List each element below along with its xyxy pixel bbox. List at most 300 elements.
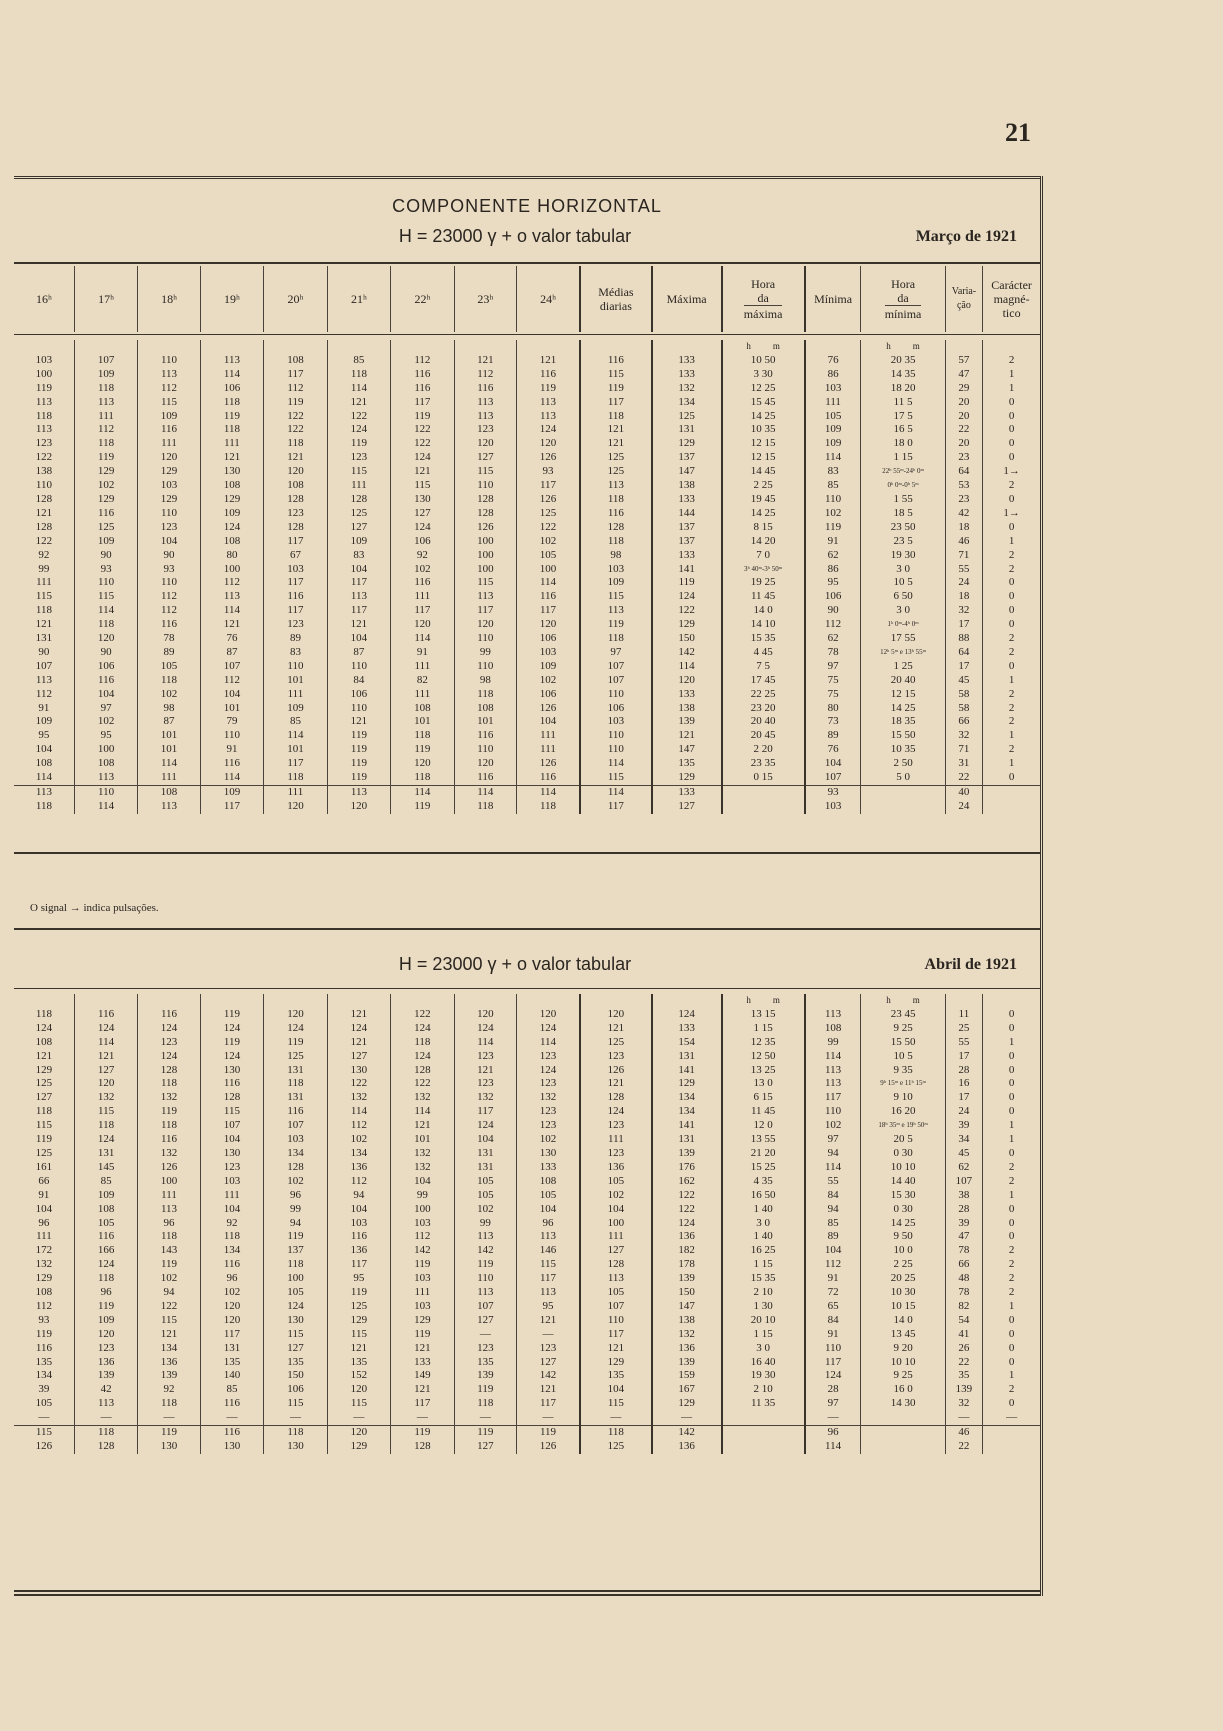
table-row <box>14 493 1040 507</box>
table-cell: 124 <box>327 1022 390 1036</box>
table-cell: 117 <box>517 479 580 493</box>
table-cell: 110 <box>805 493 861 507</box>
table-cell: 105 <box>580 1286 652 1300</box>
table-cell: 119 <box>264 1036 327 1050</box>
table-cell: 128 <box>391 1440 454 1454</box>
table-cell: 14 25 <box>722 507 805 521</box>
table-cell: 120 <box>391 757 454 771</box>
table-cell: 131 <box>652 423 722 437</box>
table-cell: 102 <box>138 688 200 702</box>
table-cell: 141 <box>652 1119 722 1133</box>
table-cell <box>983 1440 1040 1454</box>
table-cell: 118 <box>200 396 263 410</box>
table-cell: 32 <box>945 729 982 743</box>
table-cell: 110 <box>580 1314 652 1328</box>
table-cell: 117 <box>580 396 652 410</box>
table-cell: 119 <box>391 800 454 814</box>
table-cell: 135 <box>652 757 722 771</box>
table-cell: 109 <box>74 1189 137 1203</box>
table-cell: 10 15 <box>861 1300 945 1314</box>
table-row <box>14 576 1040 590</box>
table-row <box>14 1258 1040 1272</box>
table-cell: 111 <box>391 660 454 674</box>
table-cell: 182 <box>652 1244 722 1258</box>
table-cell: 62 <box>945 1161 982 1175</box>
table-cell: 20 25 <box>861 1272 945 1286</box>
table-cell: 118 <box>264 1426 327 1440</box>
table-cell: 109 <box>74 1314 137 1328</box>
table-cell: 129 <box>327 1314 390 1328</box>
table-cell: 134 <box>35 1369 53 1382</box>
table-cell: 65 <box>805 1300 861 1314</box>
table-cell: 123 <box>454 1342 516 1356</box>
table-cell: 128 <box>580 521 652 535</box>
table-cell: 135 <box>580 1369 652 1383</box>
table-cell: 101 <box>391 715 454 729</box>
table-row <box>14 604 1040 618</box>
formula-marco: H = 23000 γ + o valor tabular <box>398 226 632 246</box>
table-row <box>14 1244 1040 1258</box>
table-cell: 132 <box>454 1091 516 1105</box>
table-cell: 0 <box>983 1050 1040 1064</box>
table-row <box>14 521 1040 535</box>
table-cell: 117 <box>391 396 454 410</box>
table-abril <box>14 994 1040 1454</box>
table-cell: 111 <box>580 1230 652 1244</box>
col-16h: 16ʰ <box>35 292 52 306</box>
table-cell: 114 <box>517 786 580 800</box>
col-22h: 22ʰ <box>391 266 454 332</box>
table-cell: 120 <box>454 1008 516 1022</box>
table-cell: 100 <box>454 549 516 563</box>
table-cell: 115 <box>327 1328 390 1342</box>
table-row <box>14 618 1040 632</box>
table-title: COMPONENTE HORIZONTAL <box>392 196 662 216</box>
table-cell: 45 <box>945 1147 982 1161</box>
table-row <box>14 1091 1040 1105</box>
table-cell: 119 <box>327 1286 390 1300</box>
table-cell: 23 5 <box>861 535 945 549</box>
table-cell: 147 <box>652 465 722 479</box>
table-cell: 1 15 <box>722 1022 805 1036</box>
summary-row <box>14 786 1040 800</box>
table-cell: 131 <box>74 1147 137 1161</box>
table-cell: 102 <box>517 674 580 688</box>
table-cell: 128 <box>454 493 516 507</box>
table-cell: 103 <box>264 563 327 577</box>
table-cell: 121 <box>327 715 390 729</box>
table-cell: 120 <box>454 618 516 632</box>
table-cell: 129 <box>35 1272 53 1285</box>
table-cell: 125 <box>580 1036 652 1050</box>
table-cell: 18 5 <box>861 507 945 521</box>
table-cell: 83 <box>805 465 861 479</box>
table-cell: 135 <box>327 1356 390 1370</box>
table-cell: 1 <box>983 368 1040 382</box>
table-cell: 91 <box>38 1188 50 1201</box>
table-cell: 92 <box>391 549 454 563</box>
table-cell: 101 <box>264 674 327 688</box>
table-cell: 129 <box>138 493 200 507</box>
table-cell: 118 <box>74 1119 137 1133</box>
table-cell: 101 <box>454 715 516 729</box>
table-cell: 119 <box>327 757 390 771</box>
table-cell: 124 <box>200 1050 263 1064</box>
table-cell: 119 <box>517 382 580 396</box>
table-row <box>14 1105 1040 1119</box>
table-cell: 120 <box>264 1008 327 1022</box>
table-cell: 79 <box>200 715 263 729</box>
table-cell: 24 <box>945 1105 982 1119</box>
table-cell: 19 25 <box>722 576 805 590</box>
table-cell: 55 <box>805 1175 861 1189</box>
table-cell: 104 <box>35 1202 53 1215</box>
units-row <box>14 340 1040 354</box>
table-cell: 126 <box>517 493 580 507</box>
table-cell: 86 <box>805 368 861 382</box>
table-cell: 92 <box>200 1217 263 1231</box>
table-cell: 108 <box>200 535 263 549</box>
table-cell: 118 <box>138 674 200 688</box>
table-cell: 134 <box>138 1342 200 1356</box>
table-cell: 100 <box>391 1203 454 1217</box>
table-cell: 94 <box>327 1189 390 1203</box>
table-cell: 99 <box>391 1189 454 1203</box>
table-cell: 105 <box>580 1175 652 1189</box>
table-cell: 10 5 <box>861 1050 945 1064</box>
table-cell: 118 <box>74 382 137 396</box>
table-cell: 122 <box>391 1008 454 1022</box>
table-cell: 114 <box>580 757 652 771</box>
table-cell: 18 0 <box>861 437 945 451</box>
table-cell: 117 <box>805 1091 861 1105</box>
table-cell: 107 <box>264 1119 327 1133</box>
table-cell: 123 <box>580 1119 652 1133</box>
table-cell: 118 <box>580 1426 652 1440</box>
table-cell: 130 <box>517 1147 580 1161</box>
table-cell: 133 <box>391 1356 454 1370</box>
table-cell: 110 <box>580 729 652 743</box>
table-cell: 121 <box>264 451 327 465</box>
table-cell: 134 <box>200 1244 263 1258</box>
table-cell: 94 <box>805 1147 861 1161</box>
table-cell: 126 <box>517 451 580 465</box>
table-cell: 93 <box>517 465 580 479</box>
table-cell: 101 <box>138 729 200 743</box>
table-cell: 121 <box>454 1064 516 1078</box>
table-cell: 114 <box>391 1105 454 1119</box>
table-cell <box>722 800 805 814</box>
table-cell: 166 <box>74 1244 137 1258</box>
table-cell: 10 35 <box>861 743 945 757</box>
table-cell: 118 <box>391 771 454 785</box>
table-cell: 118 <box>580 632 652 646</box>
table-cell: 115 <box>580 368 652 382</box>
table-cell: 104 <box>200 1133 263 1147</box>
table-cell: 113 <box>138 368 200 382</box>
table-cell: 58 <box>945 688 982 702</box>
table-cell: 134 <box>652 1105 722 1119</box>
table-cell <box>722 1440 805 1454</box>
table-cell: 107 <box>580 660 652 674</box>
table-cell: 20 <box>945 396 982 410</box>
table-cell: 23 <box>945 451 982 465</box>
table-cell: 126 <box>454 521 516 535</box>
table-cell: 117 <box>327 1258 390 1272</box>
table-cell: 119 <box>264 396 327 410</box>
table-cell: 97 <box>580 646 652 660</box>
month-marco: Março de 1921 <box>915 228 1017 245</box>
table-cell: 120 <box>264 465 327 479</box>
table-cell: 127 <box>580 1244 652 1258</box>
table-cell: 112 <box>454 368 516 382</box>
table-cell: 2 25 <box>861 1258 945 1272</box>
table-cell: 0 <box>983 618 1040 632</box>
table-cell: 118 <box>35 1105 52 1118</box>
table-cell: 14 40 <box>861 1175 945 1189</box>
table-cell: 111 <box>264 786 327 800</box>
table-cell: 109 <box>138 410 200 424</box>
table-cell: 16 40 <box>722 1356 805 1370</box>
table-cell: 0 <box>983 1147 1040 1161</box>
table-row <box>14 1161 1040 1175</box>
table-cell: 136 <box>138 1356 200 1370</box>
table-cell: 124 <box>200 1022 263 1036</box>
table-cell: 123 <box>138 1036 200 1050</box>
table-cell: 129 <box>35 1063 53 1076</box>
table-cell <box>722 1411 805 1425</box>
table-cell: 1→ <box>983 465 1040 479</box>
table-cell: 100 <box>200 563 263 577</box>
table-cell: 117 <box>580 1328 652 1342</box>
header-rule-bottom <box>14 334 1040 335</box>
table-cell: 137 <box>652 451 722 465</box>
table-cell: 107 <box>200 660 263 674</box>
table-cell: 132 <box>327 1091 390 1105</box>
table-cell: 113 <box>138 800 200 814</box>
table-cell: 0 <box>983 1203 1040 1217</box>
table-cell: 78 <box>945 1244 982 1258</box>
table-cell: 114 <box>517 1036 580 1050</box>
table-row <box>14 674 1040 688</box>
table-cell: 121 <box>580 1022 652 1036</box>
table-cell: 123 <box>580 1147 652 1161</box>
table-cell: 1 <box>983 1036 1040 1050</box>
table-cell: 0 <box>983 1328 1040 1342</box>
table-cell: 118 <box>264 1258 327 1272</box>
table-cell: 118 <box>264 771 327 785</box>
table-cell: 123 <box>580 1050 652 1064</box>
table-cell: 119 <box>35 1327 52 1340</box>
table-cell: 118 <box>138 1119 200 1133</box>
table-cell: 20 10 <box>722 1314 805 1328</box>
table-cell: 15 30 <box>861 1189 945 1203</box>
table-cell: 114 <box>74 604 137 618</box>
table-cell: 4 35 <box>722 1175 805 1189</box>
table-cell: 58 <box>945 702 982 716</box>
table-cell: 159 <box>652 1369 722 1383</box>
table-cell: 112 <box>327 1175 390 1189</box>
table-cell: 116 <box>517 771 580 785</box>
table-row <box>14 1397 1040 1411</box>
table-cell: 99 <box>805 1036 861 1050</box>
table-cell: 128 <box>264 1161 327 1175</box>
table-cell: 128 <box>391 1064 454 1078</box>
table-cell: 137 <box>652 535 722 549</box>
table-cell: 78 <box>945 1286 982 1300</box>
col-17h: 17ʰ <box>74 266 137 332</box>
table-cell: 119 <box>138 1426 200 1440</box>
table-cell: 3 0 <box>722 1217 805 1231</box>
table-cell: 119 <box>805 521 861 535</box>
table-cell: 121 <box>200 451 263 465</box>
table-cell: 126 <box>35 1440 53 1452</box>
table-cell: 118 <box>454 1397 516 1411</box>
table-cell: 130 <box>264 1440 327 1454</box>
table-cell: 105 <box>454 1189 516 1203</box>
table-cell: 106 <box>517 632 580 646</box>
table-cell: 142 <box>454 1244 516 1258</box>
table-cell: 82 <box>391 674 454 688</box>
table-row <box>14 451 1040 465</box>
table-cell: 122 <box>652 1203 722 1217</box>
table-cell: 104 <box>35 743 53 756</box>
table-row <box>14 1077 1040 1091</box>
table-cell: 114 <box>200 368 263 382</box>
table-cell: 47 <box>945 368 982 382</box>
table-row <box>14 1217 1040 1231</box>
table-cell: 97 <box>74 702 137 716</box>
table-cell: 124 <box>74 1133 137 1147</box>
table-cell: 119 <box>200 1008 263 1022</box>
table-cell: 121 <box>74 1050 137 1064</box>
unit-hours: h <box>746 995 751 1005</box>
table-cell: 1 <box>983 1189 1040 1203</box>
table-cell: 113 <box>74 771 137 785</box>
table-cell: 117 <box>391 604 454 618</box>
table-cell: 138 <box>652 479 722 493</box>
table-frame-right <box>1040 176 1043 1596</box>
table-cell: 106 <box>74 660 137 674</box>
table-cell: 85 <box>805 479 861 493</box>
table-cell: 131 <box>652 1133 722 1147</box>
table-cell: 120 <box>327 800 390 814</box>
table-cell: 17 55 <box>861 632 945 646</box>
col-24h: 24ʰ <box>517 266 580 332</box>
table-cell: 0 <box>983 521 1040 535</box>
table-cell: 119 <box>391 1426 454 1440</box>
table-cell: 103 <box>580 715 652 729</box>
table-cell: 10 35 <box>722 423 805 437</box>
table-cell: 112 <box>200 674 263 688</box>
table-cell: 0 <box>983 1077 1040 1091</box>
table-cell: 95 <box>38 729 50 742</box>
table-cell: 1 40 <box>722 1203 805 1217</box>
table-cell: 110 <box>805 1105 861 1119</box>
table-cell: 106 <box>805 590 861 604</box>
table-cell: 121 <box>652 729 722 743</box>
table-cell: 123 <box>517 1077 580 1091</box>
table-cell: 125 <box>580 1440 652 1454</box>
table-cell: 122 <box>264 423 327 437</box>
table-cell: 116 <box>200 757 263 771</box>
table-cell: 89 <box>805 729 861 743</box>
table-cell: 113 <box>327 786 390 800</box>
table-cell: 114 <box>391 786 454 800</box>
table-cell: 121 <box>138 1328 200 1342</box>
table-cell: 87 <box>200 646 263 660</box>
table-cell: 92 <box>138 1383 200 1397</box>
table-cell: 5 0 <box>861 771 945 785</box>
table-row <box>14 1064 1040 1078</box>
table-cell: 128 <box>580 1258 652 1272</box>
summary-row <box>14 1426 1040 1440</box>
table-cell: 16 50 <box>722 1189 805 1203</box>
table-cell: 20 40 <box>861 674 945 688</box>
table-cell: 125 <box>74 521 137 535</box>
table-cell: 120 <box>74 632 137 646</box>
table-cell: 103 <box>35 353 53 366</box>
table-cell: 115 <box>264 1397 327 1411</box>
table-cell: 14 25 <box>722 410 805 424</box>
table-cell: 1 <box>983 757 1040 771</box>
table-cell: 122 <box>138 1300 200 1314</box>
table-cell: 135 <box>35 1355 53 1368</box>
table-cell: 9 50 <box>861 1230 945 1244</box>
table-cell: 8 15 <box>722 521 805 535</box>
table-cell: 111 <box>391 688 454 702</box>
table-cell: 117 <box>454 1105 516 1119</box>
table-cell: 130 <box>391 493 454 507</box>
table-cell: 109 <box>74 535 137 549</box>
table-cell: 124 <box>580 1105 652 1119</box>
table-cell: 18 <box>945 590 982 604</box>
table-cell: 111 <box>327 479 390 493</box>
table-cell: 9 35 <box>861 1064 945 1078</box>
table-cell: 129 <box>74 465 137 479</box>
table-cell: 47 <box>945 1230 982 1244</box>
table-cell: 128 <box>35 520 53 533</box>
table-cell: 103 <box>805 382 861 396</box>
table-row <box>14 660 1040 674</box>
table-row <box>14 382 1040 396</box>
table-cell: 116 <box>200 1426 263 1440</box>
table-cell: 123 <box>200 1161 263 1175</box>
table-cell: 102 <box>200 1286 263 1300</box>
table-cell: 0 <box>983 396 1040 410</box>
table-cell: 96 <box>805 1426 861 1440</box>
table-cell: 3 0 <box>861 604 945 618</box>
table-cell: 55 <box>945 563 982 577</box>
unit-minutes: m <box>912 341 920 351</box>
table-cell: 38 <box>945 1189 982 1203</box>
col-medias: Médias diarias <box>580 266 652 332</box>
formula-abril: H = 23000 γ + o valor tabular <box>398 954 632 974</box>
table-cell: 114 <box>454 1036 516 1050</box>
col-hora-maxima: Hora da máxima <box>722 266 805 332</box>
table-cell: 28 <box>945 1064 982 1078</box>
table-cell: 91 <box>391 646 454 660</box>
table-cell: 116 <box>391 368 454 382</box>
table-cell: 105 <box>138 660 200 674</box>
table-cell: 14 35 <box>861 368 945 382</box>
table-cell: 125 <box>327 1300 390 1314</box>
table-cell: 135 <box>200 1356 263 1370</box>
table-cell: 90 <box>805 604 861 618</box>
table-cell: 100 <box>264 1272 327 1286</box>
table-cell: 109 <box>805 437 861 451</box>
table-cell: 120 <box>652 674 722 688</box>
